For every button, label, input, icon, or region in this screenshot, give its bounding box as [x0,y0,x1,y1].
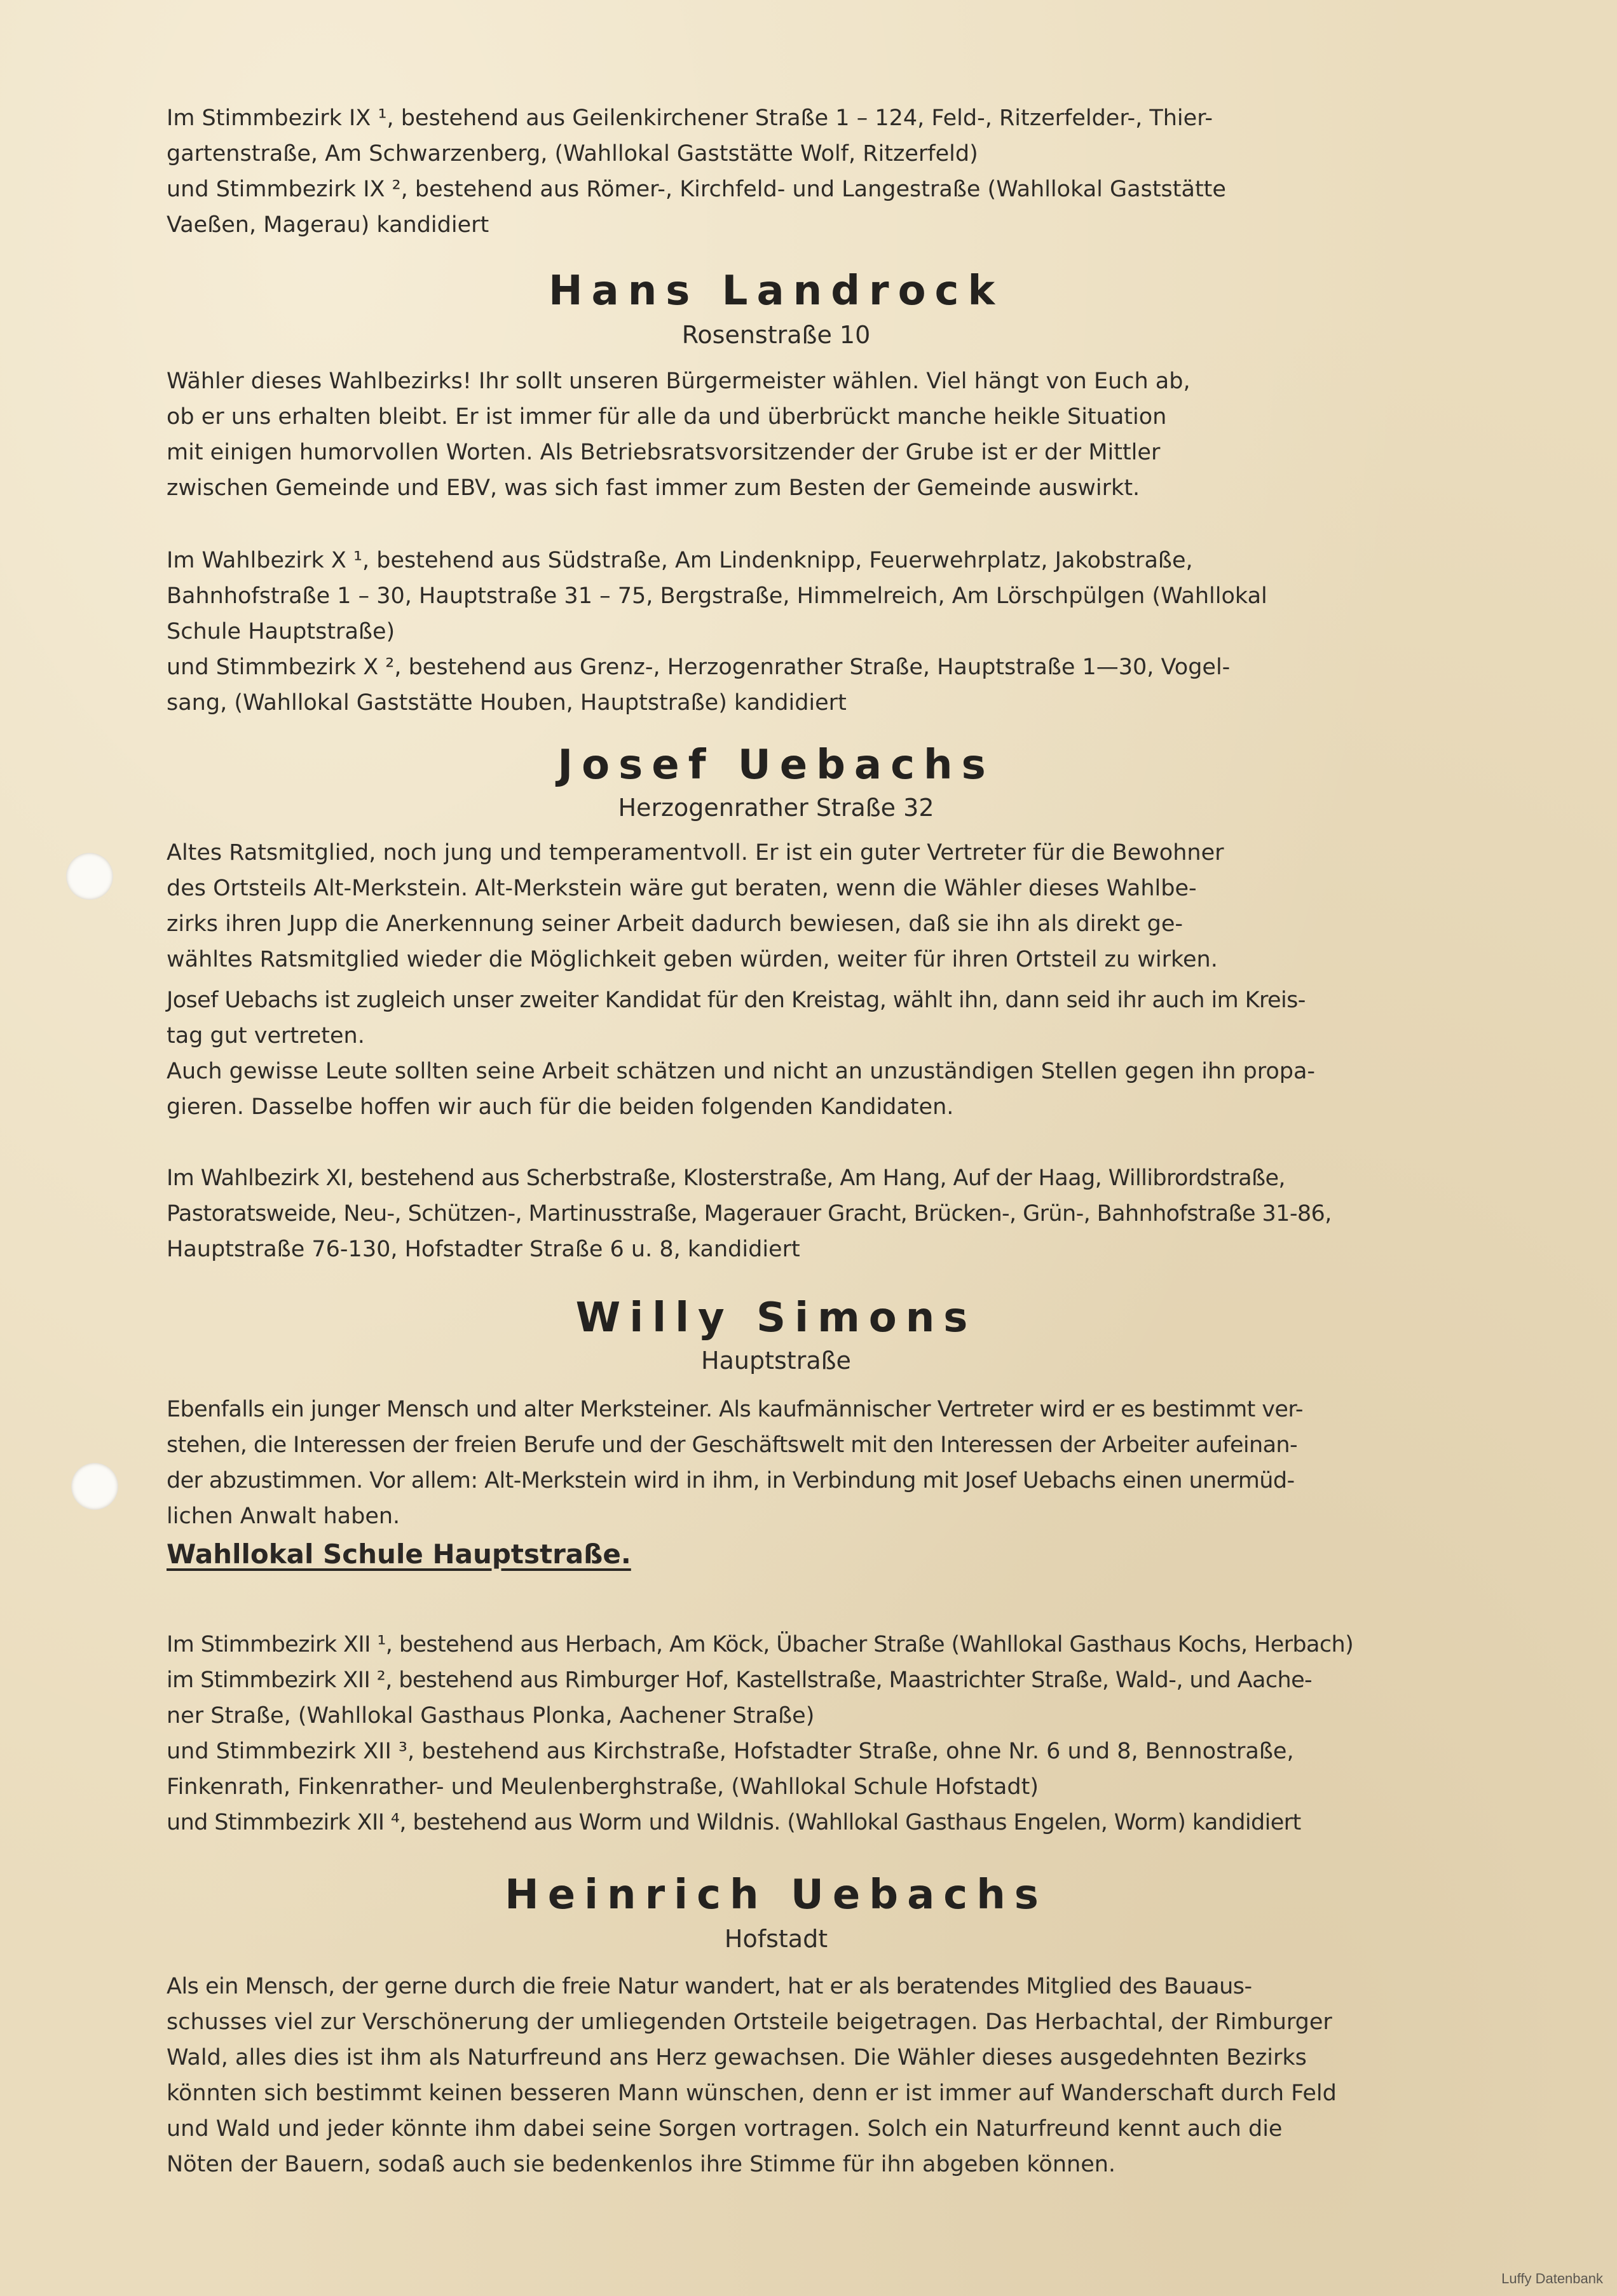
text-line: ob er uns erhalten bleibt. Er ist immer für alle da und überbrückt manche heikle Situation [167,404,1167,430]
text-line: Wald, alles dies ist ihm als Naturfreund ans Herz gewachsen. Die Wähler dieses ausgedehnten Bezirks [167,2045,1307,2070]
watermark: Luffy Datenbank [1501,2271,1603,2286]
text-line: Im Stimmbezirk IX ¹, bestehend aus Geilenkirchener Straße 1 – 124, Feld-, Ritzerfelder-, Thier- [167,105,1213,131]
text-line: ner Straße, (Wahllokal Gasthaus Plonka, Aachener Straße) [167,1703,815,1729]
text-line: Bahnhofstraße 1 – 30, Hauptstraße 31 – 75, Bergstraße, Himmelreich, Am Lörschpülgen (Wahllokal [167,583,1267,609]
text-line: Im Wahlbezirk X ¹, bestehend aus Südstraße, Am Lindenknipp, Feuerwehrplatz, Jakobstraße, [167,548,1193,573]
text-line: Altes Ratsmitglied, noch jung und temperamentvoll. Er ist ein guter Vertreter für die Bewohner [167,840,1224,866]
text-line: des Ortsteils Alt-Merkstein. Alt-Merkstein wäre gut beraten, wenn die Wähler dieses Wahlbe- [167,876,1197,901]
text-line: und Stimmbezirk XII ³, bestehend aus Kirchstraße, Hofstadter Straße, ohne Nr. 6 und 8, Bennostraße, [167,1739,1294,1764]
candidate-name-josef: Josef Uebachs [557,742,995,789]
candidate-address-heinrich: Hofstadt [724,1925,828,1953]
text-line: Ebenfalls ein junger Mensch und alter Merksteiner. Als kaufmännischer Vertreter wird er es bestimmt ver- [167,1397,1303,1422]
text-line: Hauptstraße 76-130, Hofstadter Straße 6 u. 8, kandidiert [167,1237,800,1262]
district-x-text [167,543,1386,721]
polling-station-heading: Wahllokal Schule Hauptstraße. [167,1539,631,1570]
candidate-description-willy [167,1392,1386,1534]
candidate-description-josef [167,835,1386,1125]
text-line: im Stimmbezirk XII ², bestehend aus Rimburger Hof, Kastellstraße, Maastrichter Straße, Wald-, und Aache- [167,1668,1313,1693]
text-line: zirks ihren Jupp die Anerkennung seiner Arbeit dadurch bewiesen, daß sie ihn als direkt ge- [167,911,1184,937]
text-line: Josef Uebachs ist zugleich unser zweiter Kandidat für den Kreistag, wählt ihn, dann seid ihr auch im Kreis- [167,988,1306,1013]
text-line: sang, (Wahllokal Gaststätte Houben, Hauptstraße) kandidiert [167,690,847,716]
text-line: Im Stimmbezirk XII ¹, bestehend aus Herbach, Am Köck, Übacher Straße (Wahllokal Gasthaus Kochs, Herbach) [167,1632,1354,1657]
district-xi-text [167,1160,1386,1267]
district-xii-text [167,1627,1386,1840]
text-line: gieren. Dasselbe hoffen wir auch für die beiden folgenden Kandidaten. [167,1094,954,1120]
candidate-address-landrock: Rosenstraße 10 [681,321,871,349]
text-line: und Wald und jeder könnte ihm dabei seine Sorgen vortragen. Solch ein Naturfreund kennt auch die [167,2116,1283,2142]
text-line: Vaeßen, Magerau) kandidiert [167,212,489,238]
candidate-address-willy: Hauptstraße [701,1347,851,1375]
text-line: stehen, die Interessen der freien Berufe und der Geschäftswelt mit den Interessen der Arbeiter aufeinan- [167,1432,1298,1458]
text-line: mit einigen humorvollen Worten. Als Betriebsratsvorsitzender der Grube ist er der Mittler [167,440,1161,465]
text-line: wähltes Ratsmitglied wieder die Möglichkeit geben würden, weiter für ihren Ortsteil zu wirken. [167,947,1218,972]
text-line: Pastoratsweide, Neu-, Schützen-, Martinusstraße, Magerauer Gracht, Brücken-, Grün-, Bahnhofstraße 31-86, [167,1201,1332,1226]
punch-hole [71,1463,118,1510]
text-line: lichen Anwalt haben. [167,1504,400,1529]
text-line: zwischen Gemeinde und EBV, was sich fast immer zum Besten der Gemeinde auswirkt. [167,475,1140,501]
candidate-description-landrock [167,363,1386,506]
text-line: Auch gewisse Leute sollten seine Arbeit schätzen und nicht an unzuständigen Stellen gegen ihn propa- [167,1059,1316,1084]
candidate-name-heinrich: Heinrich Uebachs [505,1871,1047,1919]
text-line: gartenstraße, Am Schwarzenberg, (Wahllokal Gaststätte Wolf, Ritzerfeld) [167,141,978,166]
text-line: der abzustimmen. Vor allem: Alt-Merkstein wird in ihm, in Verbindung mit Josef Uebachs einen unermüd- [167,1468,1295,1493]
candidate-description-heinrich [167,1969,1386,2182]
punch-hole [66,853,113,900]
text-line: und Stimmbezirk IX ², bestehend aus Römer-, Kirchfeld- und Langestraße (Wahllokal Gaststätte [167,177,1226,202]
text-line: Wähler dieses Wahlbezirks! Ihr sollt unseren Bürgermeister wählen. Viel hängt von Euch ab, [167,369,1191,394]
text-line: schusses viel zur Verschönerung der umliegenden Ortsteile beigetragen. Das Herbachtal, der Rimburger [167,2009,1332,2035]
candidate-name-willy: Willy Simons [575,1294,977,1342]
text-line: Finkenrath, Finkenrather- und Meulenberghstraße, (Wahllokal Schule Hofstadt) [167,1774,1039,1800]
candidate-name-landrock: Hans Landrock [548,268,1004,315]
text-line: tag gut vertreten. [167,1023,365,1049]
text-line: könnten sich bestimmt keinen besseren Mann wünschen, denn er ist immer auf Wanderschaft durch Feld [167,2081,1337,2106]
text-line: Nöten der Bauern, sodaß auch sie bedenkenlos ihre Stimme für ihn abgeben können. [167,2152,1116,2177]
text-line: und Stimmbezirk XII ⁴, bestehend aus Worm und Wildnis. (Wahllokal Gasthaus Engelen, Worm) kandidiert [167,1810,1301,1835]
candidate-address-josef: Herzogenrather Straße 32 [618,794,934,822]
text-line: Im Wahlbezirk XI, bestehend aus Scherbstraße, Klosterstraße, Am Hang, Auf der Haag, Willibrordstraße, [167,1165,1285,1191]
text-line: und Stimmbezirk X ², bestehend aus Grenz-, Herzogenrather Straße, Hauptstraße 1—30, Vogel- [167,655,1231,680]
text-line: Als ein Mensch, der gerne durch die freie Natur wandert, hat er als beratendes Mitglied des Bauaus- [167,1974,1252,1999]
district-ix-text [167,100,1386,243]
text-line: Schule Hauptstraße) [167,619,395,644]
